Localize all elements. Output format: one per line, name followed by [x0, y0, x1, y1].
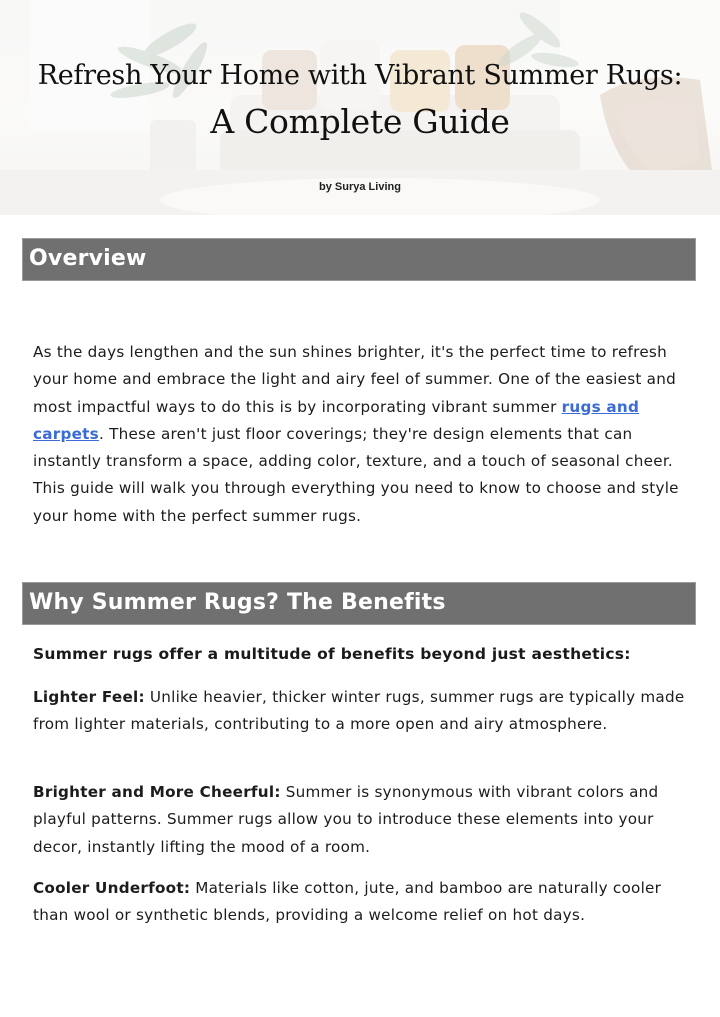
benefits-section-header [22, 582, 696, 625]
benefit-item-title: Brighter and More Cheerful: [33, 783, 281, 801]
benefit-item-title: Lighter Feel: [33, 688, 145, 706]
overview-text-after-link: . These aren't just floor coverings; they're design elements that can instantly transform a space, adding color, texture, and a touch of seasonal cheer. This guide will walk you through everything you need to know to choose and style your home with the perfect summer rugs. [33, 424, 679, 525]
overview-heading: Overview [29, 246, 147, 271]
author-byline: by Surya Living [319, 181, 401, 193]
benefit-item [33, 684, 693, 739]
benefit-item-text: Summer is synonymous with vibrant colors and playful patterns. Summer rugs allow you to introduce these elements into your decor, instantly lifting the mood of a room. [33, 783, 659, 856]
benefits-heading: Why Summer Rugs? The Benefits [29, 590, 446, 615]
overview-paragraph [33, 339, 693, 530]
page-title-line-2: A Complete Guide [210, 102, 510, 141]
benefit-item [33, 779, 693, 861]
hero-banner [0, 0, 720, 215]
page-title-line-1: Refresh Your Home with Vibrant Summer Rugs: [37, 60, 683, 91]
overview-section-header [22, 238, 696, 281]
benefit-item-text: Unlike heavier, thicker winter rugs, summer rugs are typically made from lighter materials, contributing to a more open and airy atmosphere. [33, 688, 685, 734]
benefit-item-text: Materials like cotton, jute, and bamboo are naturally cooler than wool or synthetic blends, providing a welcome relief on hot days. [33, 879, 662, 925]
benefit-item [33, 875, 693, 930]
rugs-and-carpets-link[interactable]: rugs and carpets [33, 397, 640, 443]
overview-text-before-link: As the days lengthen and the sun shines brighter, it's the perfect time to refresh your home and embrace the light and airy feel of summer. One of the easiest and most impactful ways to do this is by incorporating vibrant summer [33, 343, 676, 416]
benefits-lead-text: Summer rugs offer a multitude of benefits beyond just aesthetics: [33, 645, 631, 663]
benefit-item-title: Cooler Underfoot: [33, 879, 191, 897]
